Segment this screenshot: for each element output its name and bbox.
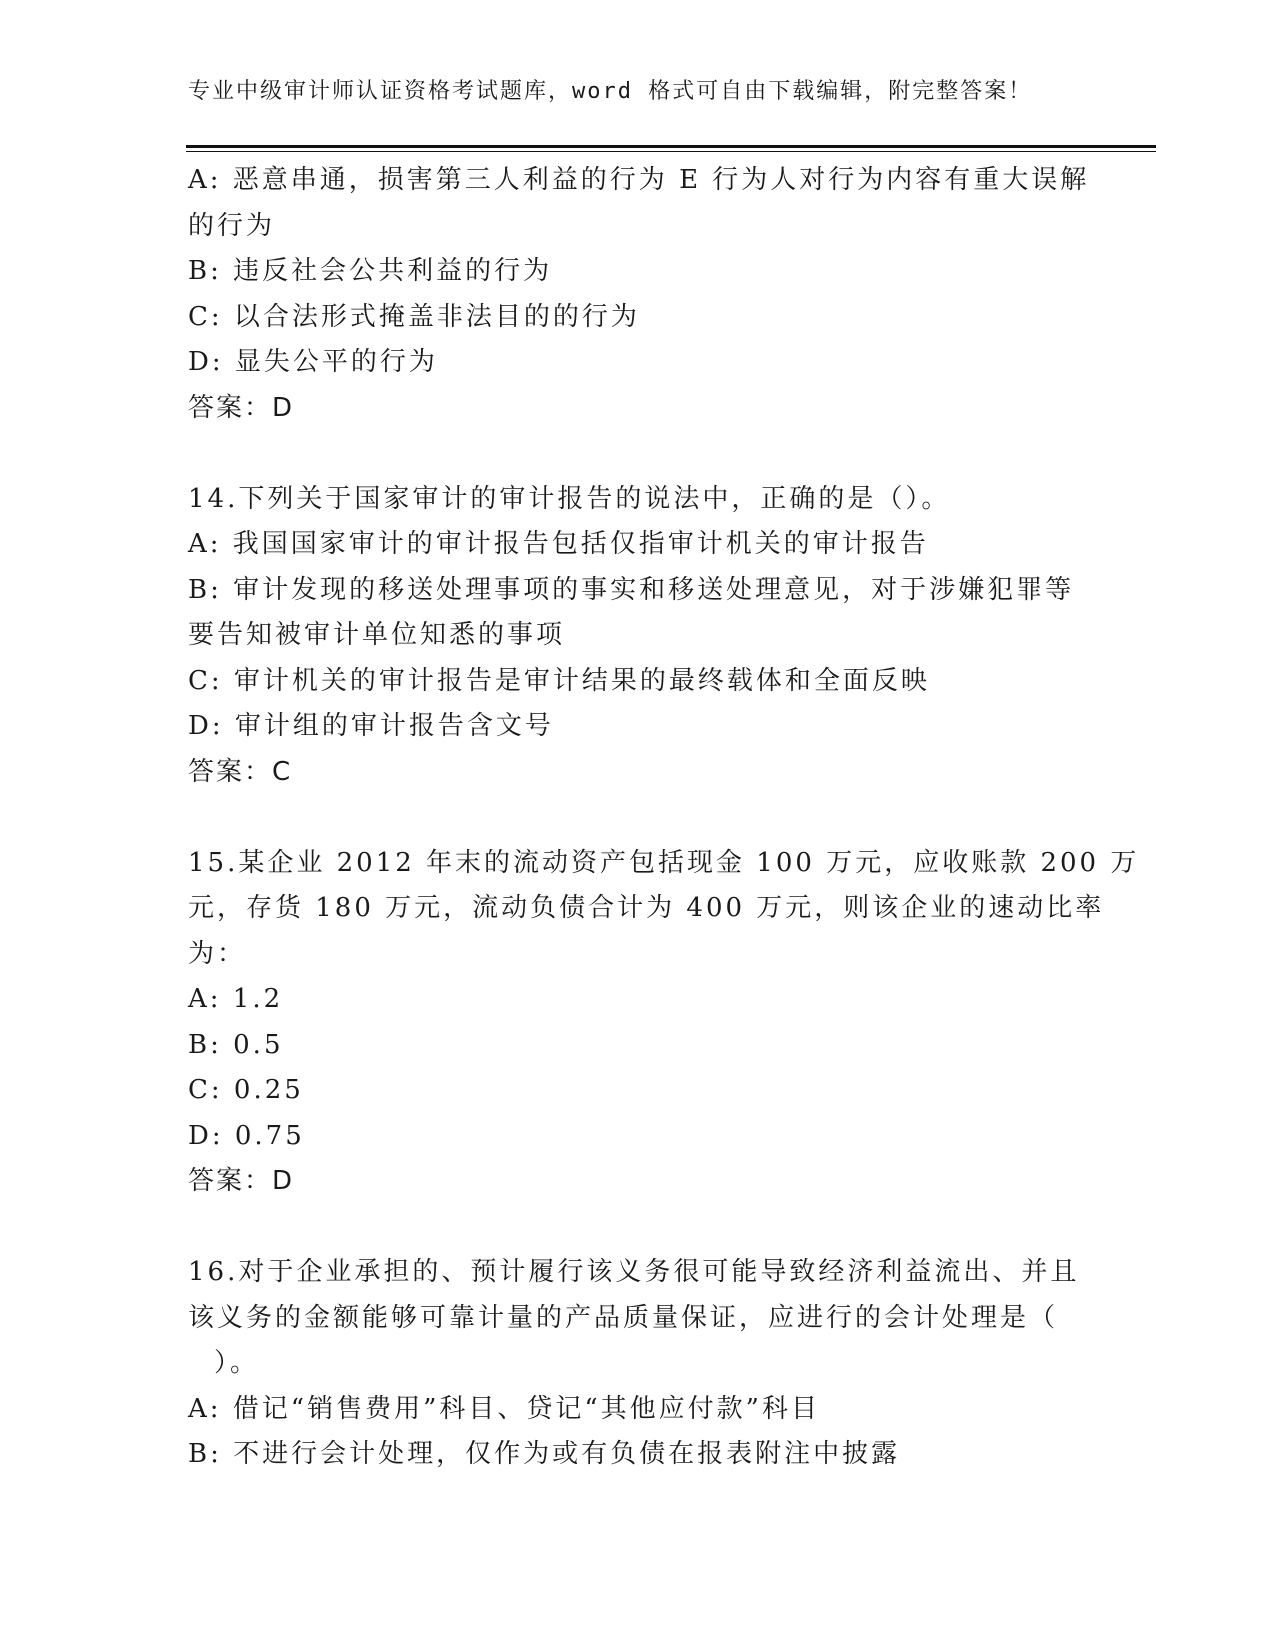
- question-content: [188, 158, 1140, 1478]
- option-b: B: 0.5: [188, 1029, 284, 1060]
- question-15: [188, 841, 1140, 1205]
- answer: 答案：D: [188, 392, 295, 423]
- option-b: B: 不进行会计处理，仅作为或有负债在报表附注中披露: [188, 1439, 901, 1469]
- option-a: A: 借记“销售费用”科目、贷记“其他应付款”科目: [188, 1393, 820, 1424]
- spacer: [188, 795, 1088, 841]
- spacer: [188, 431, 1088, 477]
- page-header: 专业中级审计师认证资格考试题库，word 格式可自由下载编辑，附完整答案！: [188, 79, 1033, 104]
- option-a: A: 1.2: [188, 984, 284, 1014]
- option-a: A: 我国国家审计的审计报告包括仅指审计机关的审计报告: [188, 529, 929, 559]
- option-d: D: 显失公平的行为: [188, 347, 438, 377]
- question-stem-line2: 元，存货 180 万元，流动负债合计为 400 万元，则该企业的速动比率: [188, 893, 1105, 923]
- option-c: C: 0.25: [188, 1075, 304, 1105]
- question-14: [188, 477, 1088, 796]
- option-b: B: 违反社会公共利益的行为: [188, 256, 553, 286]
- option-a-line1: A: 恶意串通，损害第三人利益的行为 E 行为人对行为内容有重大误解: [188, 165, 1090, 195]
- header-rule-thick: [186, 145, 1156, 148]
- answer: 答案：C: [188, 756, 293, 787]
- option-d: D: 0.75: [188, 1120, 305, 1151]
- option-c: C: 审计机关的审计报告是审计结果的最终载体和全面反映: [188, 665, 930, 696]
- spacer: [188, 1205, 1088, 1251]
- question-stem-line3: ）。: [214, 1348, 260, 1378]
- option-d: D: 审计组的审计报告含文号: [188, 711, 554, 741]
- option-c: C: 以合法形式掩盖非法目的的行为: [188, 301, 640, 332]
- question-stem-line3: 为：: [188, 938, 247, 969]
- question-13: [188, 158, 1088, 431]
- question-16: [188, 1250, 1088, 1478]
- question-stem-line1: 16.对于企业承担的、预计履行该义务很可能导致经济利益流出、并且: [188, 1257, 1080, 1287]
- option-a-line2: 的行为: [188, 210, 276, 241]
- question-stem-line2: 该义务的金额能够可靠计量的产品质量保证，应进行的会计处理是（: [188, 1302, 1059, 1333]
- question-stem-line1: 15.某企业 2012 年末的流动资产包括现金 100 万元，应收账款 200 万: [188, 847, 1140, 878]
- question-stem: 14.下列关于国家审计的审计报告的说法中，正确的是（）。: [188, 483, 951, 514]
- header-rule-thin: [186, 151, 1156, 152]
- option-b-line2: 要告知被审计单位知悉的事项: [188, 620, 566, 650]
- option-b-line1: B: 审计发现的移送处理事项的事实和移送处理意见，对于涉嫌犯罪等: [188, 574, 1075, 605]
- answer: 答案：D: [188, 1166, 295, 1196]
